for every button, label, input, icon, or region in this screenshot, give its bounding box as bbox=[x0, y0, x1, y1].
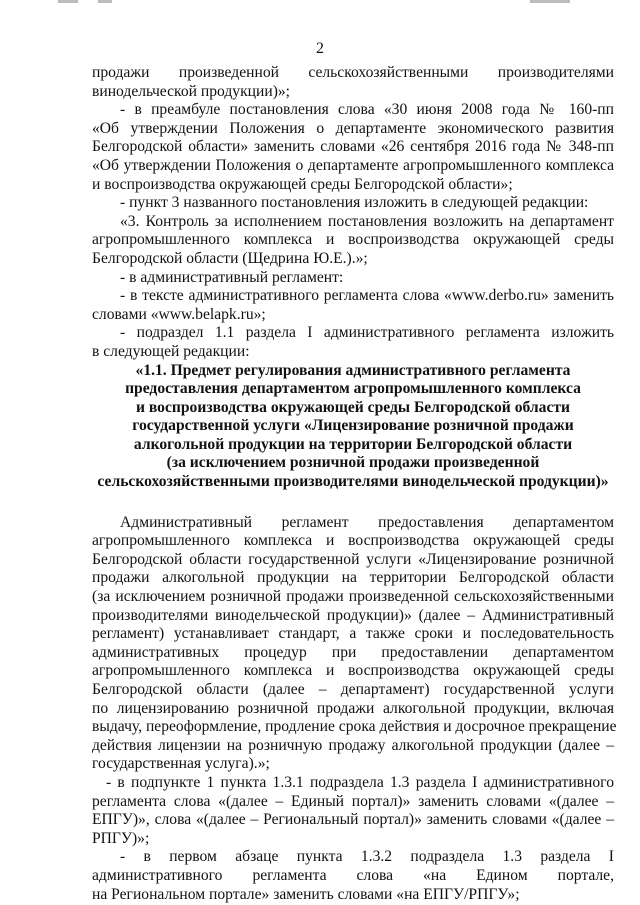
text-line: - в преамбуле постановления слова «30 июня 2008 года № 160-пп bbox=[120, 101, 614, 119]
text-line: по лицензированию розничной продажи алкогольной продукции, включая bbox=[92, 699, 614, 717]
scan-edge-mark bbox=[58, 0, 78, 3]
text-line: регламент) устанавливает стандарт, а также сроки и последовательность bbox=[92, 625, 614, 643]
text-line: Белгородской области (Щедрина Ю.Е.).»; bbox=[92, 249, 368, 267]
text-line: на Региональном портале» заменить словами «на ЕПГУ/РПГУ»; bbox=[92, 885, 520, 903]
text-line: административных процедур при предоставлении департаментом bbox=[92, 643, 614, 661]
text-line: агропромышленного комплекса и воспроизводства окружающей среды bbox=[92, 231, 614, 249]
text-line: Белгородской области (далее – департамент) государственной услуги bbox=[92, 681, 614, 698]
section-heading-line: (за исключением розничной продажи произведенной bbox=[166, 454, 540, 472]
section-heading-line: и воспроизводства окружающей среды Белгородской области bbox=[135, 398, 571, 416]
section-heading-line: предоставления департаментом агропромышленного комплекса bbox=[125, 380, 581, 398]
scan-edge-mark bbox=[98, 0, 112, 3]
text-line: Белгородской области» заменить словами «26 сентября 2016 года № 348-пп bbox=[92, 138, 614, 156]
scan-edge-mark bbox=[530, 0, 570, 3]
section-heading-line: алкогольной продукции на территории Белгородской области bbox=[133, 435, 573, 453]
page-number: 2 bbox=[316, 40, 324, 57]
text-line: действия лицензии на розничную продажу алкогольной продукции (далее – bbox=[92, 736, 614, 754]
text-line: выдачу, переоформление, продление срока действия и досрочное прекращение bbox=[92, 718, 617, 736]
text-line: агропромышленного комплекса и воспроизводства окружающей среды bbox=[92, 662, 614, 680]
text-line: - в первом абзаце пункта 1.3.2 подраздела 1.3 раздела I bbox=[120, 848, 614, 866]
text-line: в следующей редакции: bbox=[92, 342, 250, 360]
text-line: «Об утверждении Положения о департаменте экономического развития bbox=[92, 119, 614, 137]
text-line: регламента слова «(далее – Единый портал)» заменить словами «(далее – bbox=[92, 792, 614, 810]
text-line: - в подпункте 1 пункта 1.3.1 подраздела 1.3 раздела I административного bbox=[106, 773, 614, 791]
text-line: - в административный регламент: bbox=[120, 268, 344, 286]
text-line: государственная услуга).»; bbox=[92, 755, 270, 773]
text-line: (за исключением розничной продажи произведенной сельскохозяйственными bbox=[92, 588, 614, 606]
section-heading-line: «1.1. Предмет регулирования административного регламента bbox=[135, 361, 571, 379]
text-line: и воспроизводства окружающей среды Белгородской области»; bbox=[92, 175, 513, 193]
section-heading-line: государственной услуги «Лицензирование розничной продажи bbox=[132, 417, 574, 435]
spacer bbox=[92, 492, 614, 514]
text-line: продажи произведенной сельскохозяйственными производителями bbox=[92, 64, 614, 81]
text-line: Административный регламент предоставления департаментом bbox=[120, 513, 614, 531]
text-line: - подраздел 1.1 раздела I административного регламента изложить bbox=[120, 324, 614, 342]
text-line: - в тексте административного регламента слова «www.derbo.ru» заменить bbox=[120, 287, 614, 305]
document-body bbox=[92, 64, 617, 904]
text-line: словами «www.belapk.ru»; bbox=[92, 305, 266, 323]
text-line: продажи алкогольной продукции на территории Белгородской области bbox=[92, 569, 614, 587]
text-line: - пункт 3 названного постановления изложить в следующей редакции: bbox=[120, 194, 589, 212]
text-line: ЕПГУ)», слова «(далее – Региональный портал)» заменить словами «(далее – bbox=[92, 811, 614, 829]
text-line: «3. Контроль за исполнением постановления возложить на департамент bbox=[120, 212, 614, 230]
text-line: «Об утверждении Положения о департаменте агропромышленного комплекса bbox=[92, 156, 614, 174]
text-line: винодельческой продукции)»; bbox=[92, 82, 291, 100]
text-line: Белгородской области государственной услуги «Лицензирование розничной bbox=[92, 550, 614, 568]
text-line: производителями винодельческой продукции)» (далее – Административный bbox=[92, 606, 614, 624]
text-line: административного регламента слова «на Едином портале, bbox=[92, 866, 614, 884]
section-heading-line: сельскохозяйственными производителями винодельческой продукции)» bbox=[97, 473, 609, 491]
text-line: РПГУ)»; bbox=[92, 829, 150, 847]
text-line: агропромышленного комплекса и воспроизводства окружающей среды bbox=[92, 532, 614, 550]
